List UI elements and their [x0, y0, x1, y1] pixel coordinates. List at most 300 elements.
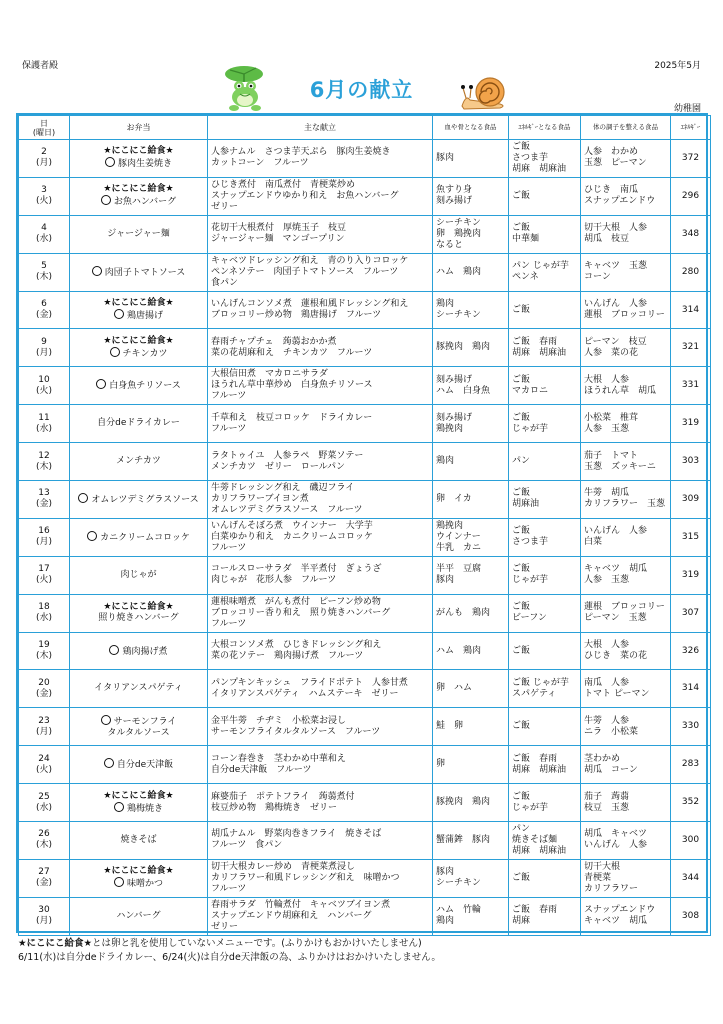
- main-menu-cell: [208, 291, 433, 329]
- day-cell: [19, 481, 70, 519]
- main-menu-line: フルーツ 食パン: [211, 840, 283, 851]
- food-line: コーン: [584, 272, 611, 283]
- main-menu-line: フルーツ: [211, 391, 247, 402]
- main-menu-line: フルーツ: [211, 883, 247, 894]
- main-menu-line: スナップエンドウ胡麻和え ハンバーグ: [211, 910, 372, 921]
- bento-name-line: [70, 802, 207, 815]
- column-main-menu: 主な献立: [208, 116, 433, 140]
- main-menu-line: 麻婆茄子 ポテトフライ 蒟蒻煮付: [211, 791, 355, 802]
- energy-kcal-cell: 309: [671, 481, 711, 519]
- food-line: ハム 鶏肉: [436, 645, 482, 656]
- food-line: ハム 鶏肉: [436, 266, 482, 277]
- food-line: パン じゃが芋: [512, 261, 569, 272]
- main-menu-line: キャベツドレッシング和え 青のり入りコロッケ: [211, 255, 409, 266]
- food-line: ご飯 春雨: [512, 336, 558, 347]
- main-menu-line: オムレツデミグラスソース フルーツ: [211, 504, 363, 515]
- food-line: 胡瓜 コーン: [584, 764, 638, 775]
- food-line: 鶏挽肉: [436, 423, 464, 434]
- energy-foods-cell: [509, 670, 581, 708]
- main-menu-line: ひじき煮付 南瓜煮付 青梗菜炒め: [211, 179, 356, 190]
- snail-illustration: [456, 70, 512, 112]
- bento-cell: [70, 253, 208, 291]
- day-weekday: (木): [35, 461, 53, 472]
- menu-row: [19, 177, 711, 215]
- day-date: 9: [41, 336, 47, 347]
- smiley-face-icon: [114, 309, 124, 319]
- main-menu-line: ほうれん草中華炒め 白身魚チリソース: [211, 380, 373, 391]
- blood-bone-foods-cell: [433, 177, 509, 215]
- blood-bone-foods-cell: [433, 746, 509, 784]
- energy-foods-cell: [509, 215, 581, 253]
- bento-cell: [70, 556, 208, 594]
- day-date: 30: [38, 905, 50, 916]
- food-line: 茄子 トマト: [584, 450, 639, 461]
- bento-name-line: [70, 758, 207, 771]
- school-name: 幼稚園: [673, 104, 701, 114]
- day-cell: [19, 708, 70, 746]
- main-menu-line: 春雨チャプチェ 蒟蒻おかか煮: [211, 336, 337, 347]
- menu-row: [19, 822, 711, 860]
- menu-row: [19, 443, 711, 481]
- blood-bone-foods-cell: [433, 859, 509, 897]
- day-cell: [19, 859, 70, 897]
- main-menu-line: 花切干大根煮付 厚焼玉子 枝豆: [211, 223, 347, 234]
- bento-name: 焼きそば: [120, 834, 157, 845]
- energy-foods-cell: [509, 443, 581, 481]
- main-menu-line: メンチカツ ゼリー ロールパン: [211, 461, 346, 472]
- main-menu-line: 大根信田煮 マカロニサラダ: [211, 369, 328, 380]
- menu-row: [19, 746, 711, 784]
- energy-foods-cell: [509, 859, 581, 897]
- food-line: ご飯: [512, 190, 531, 201]
- menu-row: [19, 215, 711, 253]
- food-line: 小松菜 椎茸: [584, 412, 639, 423]
- bento-cell: [70, 140, 208, 178]
- food-line: ご飯: [512, 526, 531, 537]
- energy-kcal-cell: 330: [671, 708, 711, 746]
- body-condition-foods-cell: [581, 670, 671, 708]
- energy-foods-cell: [509, 632, 581, 670]
- food-line: じゃが芋: [512, 423, 549, 434]
- food-line: じゃが芋: [512, 802, 549, 813]
- food-line: ウインナー: [436, 531, 481, 542]
- food-line: 卵 ハム: [436, 683, 473, 694]
- energy-foods-cell: [509, 746, 581, 784]
- day-date: 23: [38, 715, 50, 726]
- bento-name: チキンカツ: [122, 348, 168, 359]
- column-body-condition-foods: 体の調子を整える食品: [581, 116, 671, 140]
- body-condition-foods-cell: [581, 594, 671, 632]
- day-weekday: (水): [35, 802, 53, 813]
- column-day: 日 (曜日): [19, 116, 70, 140]
- day-cell: [19, 443, 70, 481]
- food-line: 玉葱 ピーマン: [584, 158, 647, 169]
- food-line: 牛乳 カニ: [436, 542, 482, 553]
- smiley-face-icon: [78, 493, 88, 503]
- food-line: ご飯 じゃが芋: [512, 677, 569, 688]
- blood-bone-foods-cell: [433, 253, 509, 291]
- main-menu-line: 白菜ゆかり和え カニクリームコロッケ: [211, 531, 373, 542]
- bento-name-line: [70, 379, 207, 392]
- column-bento: お弁当: [70, 116, 208, 140]
- day-weekday: (火): [35, 764, 53, 775]
- energy-kcal-cell: 296: [671, 177, 711, 215]
- bento-name-line: [70, 195, 207, 208]
- food-line: ひじき 南瓜: [584, 185, 639, 196]
- food-line: 胡麻: [512, 916, 531, 927]
- menu-row: [19, 784, 711, 822]
- bento-cell: [70, 708, 208, 746]
- main-menu-line: カリフラワーブイヨン煮: [211, 493, 309, 504]
- main-menu-line: 蓮根味噌煮 がんも煮付 ピーフン炒め物: [211, 596, 381, 607]
- body-condition-foods-cell: [581, 291, 671, 329]
- bento-cell: [70, 443, 208, 481]
- main-menu-line: コーン春巻き 茎わかめ中華和え: [211, 753, 346, 764]
- food-line: 蓮根 ブロッコリー: [584, 602, 665, 613]
- energy-foods-cell: [509, 556, 581, 594]
- bento-name: メンチカツ: [116, 456, 161, 467]
- bento-cell: [70, 859, 208, 897]
- menu-row: [19, 518, 711, 556]
- main-menu-line: カリフラワー和風ドレッシング和え 味噌かつ: [211, 872, 400, 883]
- main-menu-line: スナップエンドウゆかり和え お魚ハンバーグ: [211, 190, 399, 201]
- day-weekday: (月): [35, 537, 53, 548]
- smiley-face-icon: [105, 157, 115, 167]
- energy-kcal-cell: 314: [671, 670, 711, 708]
- food-line: じゃが芋: [512, 575, 549, 586]
- menu-table: [16, 113, 708, 933]
- food-line: 切干大根: [584, 861, 621, 872]
- food-line: ご飯: [512, 141, 531, 152]
- main-menu-cell: [208, 632, 433, 670]
- day-date: 3: [41, 185, 47, 196]
- energy-foods-cell: [509, 140, 581, 178]
- food-line: 刻み揚げ: [436, 374, 473, 385]
- body-condition-foods-cell: [581, 443, 671, 481]
- food-line: ご飯 春雨: [512, 753, 558, 764]
- blood-bone-foods-cell: [433, 708, 509, 746]
- body-condition-foods-cell: [581, 746, 671, 784]
- energy-foods-cell: [509, 291, 581, 329]
- main-menu-line: フルーツ: [211, 618, 247, 629]
- day-date: 16: [38, 526, 50, 537]
- bento-name: カニクリームコロッケ: [100, 532, 190, 543]
- main-menu-line: 肉じゃが 花形人参 フルーツ: [211, 575, 337, 586]
- footnote-furikake: 6/11(水)は自分deドライカレー、6/24(火)は自分de天津飯の為、ふりかけはおかけいたしません。: [18, 952, 441, 963]
- menu-row: [19, 253, 711, 291]
- main-menu-line: 枝豆炒め物 鶏梅焼き ゼリー: [211, 802, 338, 813]
- food-line: ペンネ: [512, 272, 539, 283]
- main-menu-cell: [208, 897, 433, 935]
- food-line: 胡瓜 キャベツ: [584, 829, 648, 840]
- bento-cell: [70, 594, 208, 632]
- food-line: 蓮根 ブロッコリー: [584, 310, 665, 320]
- blood-bone-foods-cell: [433, 367, 509, 405]
- main-menu-line: フルーツ: [211, 423, 247, 434]
- nikoniko-label: ★にこにこ給食★: [103, 866, 174, 877]
- day-cell: [19, 329, 70, 367]
- smiley-face-icon: [104, 758, 114, 768]
- energy-kcal-cell: 308: [671, 897, 711, 935]
- day-weekday: (金): [35, 310, 53, 320]
- food-line: 豚挽肉 鶏肉: [436, 342, 491, 353]
- bento-cell: [70, 215, 208, 253]
- food-line: 白菜: [584, 537, 603, 548]
- column-blood-bone-foods: 血や骨となる食品: [433, 116, 509, 140]
- food-line: 切干大根 人参: [584, 223, 648, 234]
- menu-row: [19, 291, 711, 329]
- food-line: キャベツ 胡瓜: [584, 564, 648, 575]
- bento-cell: [70, 518, 208, 556]
- day-date: 4: [41, 223, 47, 234]
- food-line: ほうれん草 胡瓜: [584, 385, 657, 396]
- main-menu-cell: [208, 746, 433, 784]
- day-date: 27: [38, 867, 50, 878]
- blood-bone-foods-cell: [433, 215, 509, 253]
- main-menu-cell: [208, 253, 433, 291]
- main-menu-cell: [208, 215, 433, 253]
- smiley-face-icon: [96, 379, 106, 389]
- food-line: 人参 わかめ: [584, 147, 639, 158]
- body-condition-foods-cell: [581, 708, 671, 746]
- bento-cell: [70, 822, 208, 860]
- body-condition-foods-cell: [581, 140, 671, 178]
- bento-name: オムレツデミグラスソース: [91, 494, 199, 505]
- bento-name-line: [70, 531, 207, 544]
- bento-name: サーモンフライ: [113, 716, 177, 727]
- main-menu-cell: [208, 140, 433, 178]
- day-weekday: (水): [35, 613, 53, 624]
- bento-name-line: [70, 309, 207, 322]
- day-cell: [19, 367, 70, 405]
- body-condition-foods-cell: [581, 253, 671, 291]
- food-line: いんげん 人参: [584, 526, 648, 537]
- bento-name-line: [70, 157, 207, 170]
- main-menu-line: 菜の花胡麻和え チキンカツ フルーツ: [211, 347, 373, 358]
- food-line: 胡麻 胡麻油: [512, 764, 567, 775]
- main-menu-line: ブロッコリー炒め物 鶏唐揚げ フルーツ: [211, 310, 382, 320]
- energy-foods-cell: [509, 708, 581, 746]
- main-menu-line: ペンネソテー 肉団子トマトソース フルーツ: [211, 266, 399, 277]
- body-condition-foods-cell: [581, 556, 671, 594]
- main-menu-line: いんげんそぼろ煮 ウインナー 大学芋: [211, 520, 373, 531]
- food-line: ご飯: [512, 721, 531, 732]
- day-cell: [19, 140, 70, 178]
- day-weekday: (金): [35, 878, 53, 889]
- day-date: 18: [38, 602, 50, 613]
- food-line: 鶏挽肉: [436, 520, 464, 531]
- body-condition-foods-cell: [581, 367, 671, 405]
- menu-row: [19, 708, 711, 746]
- food-line: 豚肉: [436, 867, 455, 878]
- blood-bone-foods-cell: [433, 329, 509, 367]
- bento-name: 肉じゃが: [120, 569, 157, 580]
- energy-kcal-cell: 319: [671, 405, 711, 443]
- day-cell: [19, 518, 70, 556]
- day-weekday: (水): [35, 423, 53, 434]
- menu-row: [19, 367, 711, 405]
- food-line: 蟹蒲鉾 豚肉: [436, 834, 491, 845]
- bento-name: お魚ハンバーグ: [113, 197, 177, 208]
- bento-name: 豚肉生姜焼き: [117, 159, 172, 170]
- food-line: 魚すり身: [436, 185, 473, 196]
- food-line: キャベツ 玉葱: [584, 261, 648, 272]
- food-line: 卵: [436, 759, 446, 770]
- energy-foods-cell: [509, 329, 581, 367]
- main-menu-line: 自分de天津飯 フルーツ: [211, 764, 312, 775]
- food-line: がんも 鶏肉: [436, 607, 491, 618]
- day-date: 25: [38, 791, 50, 802]
- food-line: ご飯: [512, 304, 531, 315]
- food-line: 茄子 蒟蒻: [584, 791, 630, 802]
- bento-cell: [70, 670, 208, 708]
- main-menu-cell: [208, 367, 433, 405]
- nikoniko-label: ★にこにこ給食★: [103, 184, 174, 195]
- day-cell: [19, 556, 70, 594]
- main-menu-line: 千草和え 枝豆コロッケ ドライカレー: [211, 412, 373, 423]
- menu-row: [19, 405, 711, 443]
- day-weekday: (金): [35, 499, 53, 510]
- food-line: 南瓜 人参: [584, 677, 630, 688]
- day-date: 5: [41, 261, 47, 272]
- food-line: 玉葱 ズッキーニ: [584, 461, 656, 472]
- bento-cell: [70, 481, 208, 519]
- food-line: ご飯: [512, 791, 531, 802]
- day-date: 2: [41, 147, 47, 158]
- energy-kcal-cell: 344: [671, 859, 711, 897]
- bento-cell: [70, 897, 208, 935]
- day-date: 20: [38, 677, 50, 688]
- food-line: ピーマン 枝豆: [584, 336, 647, 347]
- bento-name: イタリアンスパゲティ: [94, 683, 183, 694]
- energy-foods-cell: [509, 177, 581, 215]
- day-weekday: (月): [35, 726, 53, 737]
- bento-name: 白身魚チリソース: [109, 381, 181, 392]
- blood-bone-foods-cell: [433, 518, 509, 556]
- smiley-face-icon: [109, 645, 119, 655]
- food-line: さつま芋: [512, 537, 549, 548]
- food-line: ハム 竹輪: [436, 905, 482, 916]
- energy-kcal-cell: 315: [671, 518, 711, 556]
- bento-name-line: [70, 347, 207, 360]
- blood-bone-foods-cell: [433, 291, 509, 329]
- food-line: 刻み揚げ: [436, 196, 473, 207]
- bento-cell: [70, 291, 208, 329]
- energy-kcal-cell: 307: [671, 594, 711, 632]
- day-cell: [19, 594, 70, 632]
- food-line: 豚肉: [436, 152, 455, 163]
- food-line: ひじき 菜の花: [584, 651, 648, 662]
- main-menu-cell: [208, 708, 433, 746]
- main-menu-line: 切干大根カレー炒め 青梗菜煮浸し: [211, 861, 356, 872]
- main-menu-line: パンプキンキッシュ フライドポテト 人参甘煮: [211, 677, 408, 688]
- menu-row: [19, 859, 711, 897]
- main-menu-cell: [208, 784, 433, 822]
- menu-row: [19, 329, 711, 367]
- energy-foods-cell: [509, 822, 581, 860]
- body-condition-foods-cell: [581, 177, 671, 215]
- food-line: 胡麻 胡麻油: [512, 845, 567, 856]
- food-line: 鶏肉: [436, 916, 455, 927]
- day-cell: [19, 897, 70, 935]
- energy-kcal-cell: 300: [671, 822, 711, 860]
- food-line: ご飯: [512, 488, 531, 499]
- day-cell: [19, 784, 70, 822]
- day-weekday: (木): [35, 272, 53, 283]
- energy-foods-cell: [509, 405, 581, 443]
- bento-cell: [70, 405, 208, 443]
- body-condition-foods-cell: [581, 215, 671, 253]
- table-header-row: [19, 116, 711, 140]
- main-menu-cell: [208, 481, 433, 519]
- main-menu-cell: [208, 822, 433, 860]
- main-menu-cell: [208, 670, 433, 708]
- food-line: ご飯: [512, 645, 531, 656]
- smiley-face-icon: [92, 266, 102, 276]
- main-menu-cell: [208, 405, 433, 443]
- day-weekday: (木): [35, 840, 53, 851]
- food-line: スナップエンドウ: [584, 196, 656, 207]
- food-line: ご飯: [512, 872, 531, 883]
- food-line: 青梗菜: [584, 872, 612, 883]
- energy-kcal-cell: 331: [671, 367, 711, 405]
- main-menu-line: 金平牛蒡 チヂミ 小松菜お浸し: [211, 715, 347, 726]
- menu-row: [19, 670, 711, 708]
- food-line: トマト ピーマン: [584, 688, 650, 699]
- bento-name: タルタルソース: [107, 727, 170, 738]
- food-line: ご飯: [512, 602, 531, 613]
- body-condition-foods-cell: [581, 329, 671, 367]
- smiley-face-icon: [101, 715, 111, 725]
- day-weekday: (水): [35, 234, 53, 245]
- main-menu-cell: [208, 177, 433, 215]
- day-cell: [19, 632, 70, 670]
- main-menu-line: 大根コンソメ煮 ひじきドレッシング和え: [211, 640, 382, 651]
- main-menu-line: 春雨サラダ 竹輪煮付 キャベツブイヨン煮: [211, 899, 391, 910]
- menu-row: [19, 481, 711, 519]
- smiley-face-icon: [110, 347, 120, 357]
- food-line: 牛蒡 人参: [584, 715, 630, 726]
- food-line: 焼きそば麺: [512, 834, 558, 845]
- column-energy-foods: ｴﾈﾙｷﾞｰとなる食品: [509, 116, 581, 140]
- body-condition-foods-cell: [581, 822, 671, 860]
- day-date: 12: [38, 450, 50, 461]
- day-cell: [19, 405, 70, 443]
- energy-kcal-cell: 326: [671, 632, 711, 670]
- bento-name: ジャージャー麺: [107, 228, 170, 239]
- food-line: 牛蒡 胡瓜: [584, 488, 630, 499]
- main-menu-cell: [208, 443, 433, 481]
- smiley-face-icon: [87, 531, 97, 541]
- day-weekday: (月): [35, 347, 53, 358]
- menu-row: [19, 556, 711, 594]
- day-cell: [19, 291, 70, 329]
- blood-bone-foods-cell: [433, 632, 509, 670]
- blood-bone-foods-cell: [433, 140, 509, 178]
- food-line: 卵 イカ: [436, 493, 472, 504]
- day-weekday: (月): [35, 916, 53, 927]
- nikoniko-label: ★にこにこ給食★: [103, 602, 174, 613]
- blood-bone-foods-cell: [433, 443, 509, 481]
- food-line: 半平 豆腐: [436, 564, 482, 575]
- main-menu-cell: [208, 556, 433, 594]
- blood-bone-foods-cell: [433, 897, 509, 935]
- main-menu-line: カットコーン フルーツ: [211, 158, 309, 169]
- energy-foods-cell: [509, 518, 581, 556]
- menu-row: [19, 140, 711, 178]
- bento-name: 味噌かつ: [126, 879, 163, 890]
- nikoniko-label: ★にこにこ給食★: [103, 335, 174, 346]
